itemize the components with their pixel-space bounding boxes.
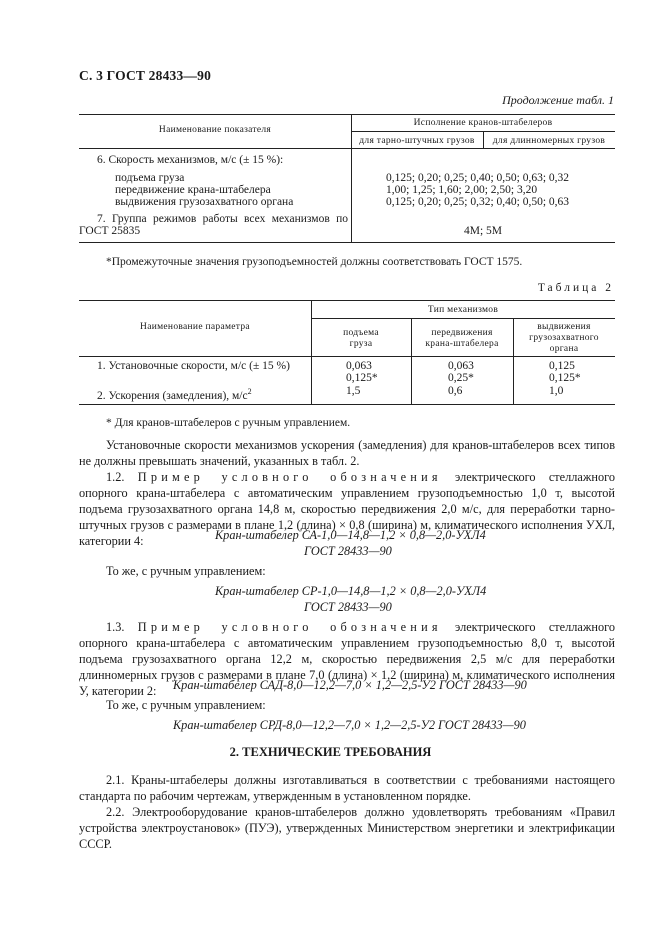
table1-top-rule xyxy=(79,114,615,115)
table2-group-rule xyxy=(311,318,615,319)
table2-col-group: Тип механизмов xyxy=(427,305,499,315)
manual-note-1 xyxy=(79,563,615,579)
footnote-1: *Промежуточные значения грузоподъемностей должны соответствовать ГОСТ 1575. xyxy=(106,256,523,268)
table1-col-param: Наименование показателя xyxy=(158,125,272,135)
table1-bottom-rule xyxy=(79,242,615,243)
formula-1-line2: ГОСТ 28433—90 xyxy=(304,544,392,558)
table2-row2-sup: 2 xyxy=(247,387,252,396)
table2-label: Таблица 2 xyxy=(537,282,614,294)
table1-row7-value: 4М; 5М xyxy=(463,225,503,237)
paragraph-2-2 xyxy=(79,804,615,852)
footnote-2: * Для кранов-штабелеров с ручным управлением. xyxy=(106,417,351,429)
table1-row6-label-3: выдвижения грузозахватного органа xyxy=(115,196,294,208)
table1-row7-line2: ГОСТ 25835 xyxy=(79,225,141,237)
table1-row6-label-2: передвижение крана-штабелера xyxy=(115,184,271,196)
paragraph-speeds-text: Установочные скорости механизмов ускорения (замедления) для кранов-штабелеров всех типов не должны превышать значений, указанных в табл. 2. xyxy=(79,438,615,468)
table1-row6-label-1: подъема груза xyxy=(115,172,185,184)
table2-row1-label: 1. Установочные скорости, м/с (± 15 %) xyxy=(97,360,290,372)
paragraph-1-2-num: 1.2. xyxy=(106,470,125,484)
table2-row1-b2: 0,25* xyxy=(448,372,474,384)
table2-top-rule xyxy=(79,300,615,301)
paragraph-1-3-spaced: Пример условного обозначения xyxy=(137,620,442,634)
formula-2-line1: Кран-штабелер СР-1,0—14,8—1,2 × 0,8—2,0-УХЛ4 xyxy=(215,584,487,598)
paragraph-1-3-num: 1.3. xyxy=(106,620,125,634)
paragraph-1-2-spaced: Пример условного обозначения xyxy=(137,470,442,484)
table2-col-param: Наименование параметра xyxy=(140,322,250,332)
table1-col-group: Исполнение кранов-штабелеров xyxy=(413,118,553,128)
table1-row6-value-2: 1,00; 1,25; 1,60; 2,00; 2,50; 3,20 xyxy=(386,184,538,196)
table1-col-a: для тарно-штучных грузов xyxy=(359,136,475,146)
paragraph-speeds xyxy=(79,437,615,469)
table2-col-a-1: подъема xyxy=(343,328,379,338)
table2-vline-main xyxy=(311,300,312,404)
table1-row7-line1: 7. Группа режимов работы всех механизмов по xyxy=(97,213,348,225)
paragraph-2-1 xyxy=(79,772,615,804)
table2-row2-label-text: 2. Ускорения (замедления), м/с xyxy=(97,389,248,402)
manual-note-2-text: То же, с ручным управлением: xyxy=(106,698,266,712)
manual-note-2 xyxy=(79,697,615,713)
formula-2-line2: ГОСТ 28433—90 xyxy=(304,600,392,614)
table2-col-b-2: крана-штабелера xyxy=(425,339,499,349)
paragraph-1-2-text: электрического стеллажного опорного крана-штабелера с автоматическим управлением грузоподъемностью 1,0 т, высотой подъема грузозахватного органа 14,8 м, скоростью передвижения 2,0 м/с, для переработки тарно-штучных грузов с размерами в плане 1,2 (длина) × 0,8 (ширина) м, климатического исполнения УХЛ, категории 4: xyxy=(79,470,615,548)
table2-row1-c: 0,125 xyxy=(549,360,575,372)
table2-row2-c: 1,0 xyxy=(549,385,564,397)
table1-vline-main xyxy=(351,114,352,242)
table2-row1-a2: 0,125* xyxy=(346,372,378,384)
table2-row2-a: 1,5 xyxy=(346,385,361,397)
table2-col-c-3: органа xyxy=(549,344,579,354)
paragraph-2-2-text: 2.2. Электрооборудование кранов-штабелеров должно удовлетворять требованиям «Правил устройства электроустановок» (ПУЭ), утвержденных Министерством энергетики и электрификации СССР. xyxy=(79,805,615,851)
table-continuation-label: Продолжение табл. 1 xyxy=(502,93,614,107)
table2-col-c-1: выдвижения xyxy=(537,322,591,332)
table2-header-rule xyxy=(79,356,615,357)
formula-1-line1: Кран-штабелер СА-1,0—14,8—1,2 × 0,8—2,0-УХЛ4 xyxy=(215,528,486,542)
table1-row6-value-3: 0,125; 0,20; 0,25; 0,32; 0,40; 0,50; 0,63 xyxy=(386,196,570,208)
section-2-heading: 2. ТЕХНИЧЕСКИЕ ТРЕБОВАНИЯ xyxy=(229,745,432,759)
formula-4: Кран-штабелер СРД-8,0—12,2—7,0 × 1,2—2,5-У2 ГОСТ 28433—90 xyxy=(173,718,526,732)
table2-row1-b: 0,063 xyxy=(448,360,474,372)
table1-row6-title: 6. Скорость механизмов, м/с (± 15 %): xyxy=(97,154,284,166)
page-header: С. 3 ГОСТ 28433—90 xyxy=(79,68,212,83)
table2-col-b-1: передвижения xyxy=(431,328,493,338)
table2-row2-b: 0,6 xyxy=(448,385,463,397)
paragraph-1-3-text: электрического стеллажного опорного крана-штабелера с автоматическим управлением грузоподъемностью 8,0 т, высотой подъема грузозахватного органа 12,2 м, скоростью передвижения 2,5 м/с для переработки длинномерных грузов с размерами в плане 7,0 (длина) × 1,2 (ширина) м, климатического исполнения У, категории 2: xyxy=(79,620,615,698)
table2-col-a-2: груза xyxy=(349,339,373,349)
table2-row1-c2: 0,125* xyxy=(549,372,581,384)
table2-bottom-rule xyxy=(79,404,615,405)
table1-row6-value-1: 0,125; 0,20; 0,25; 0,40; 0,50; 0,63; 0,32 xyxy=(386,172,570,184)
table2-row2-label xyxy=(97,385,252,403)
manual-note-1-text: То же, с ручным управлением: xyxy=(106,564,266,578)
table1-header-rule xyxy=(79,148,615,149)
paragraph-2-1-text: 2.1. Краны-штабелеры должны изготавливаться в соответствии с требованиями настоящего стандарта по рабочим чертежам, утвержденным в установленном порядке. xyxy=(79,773,615,803)
formula-3: Кран-штабелер САД-8,0—12,2—7,0 × 1,2—2,5-У2 ГОСТ 28433—90 xyxy=(173,678,527,692)
table2-row1-a: 0,063 xyxy=(346,360,372,372)
table1-col-b: для длинномерных грузов xyxy=(492,136,606,146)
table2-col-c-2: грузозахватного xyxy=(529,333,599,343)
